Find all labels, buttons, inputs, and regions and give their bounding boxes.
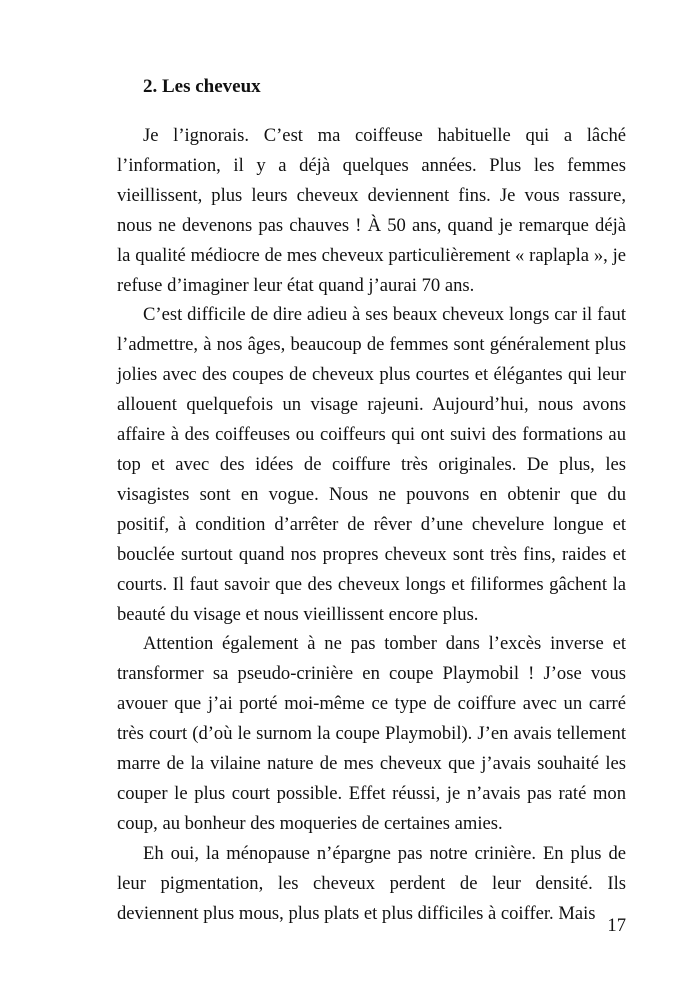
section-heading: 2. Les cheveux [143, 76, 261, 97]
paragraph: Attention également à ne pas tomber dans l’excès inverse et transformer sa pseudo-crinière en coupe Playmobil ! J’ose vous avouer que j’ai porté moi-même ce type de coiffure avec un carré très court (d’où le surnom la coupe Playmobil). J’en avais tellement marre de la vilaine nature de mes cheveux que j’avais souhaité les couper le plus court possible. Effet réussi, je n’avais pas raté mon coup, au bonheur des moqueries de certaines amies. [117, 633, 626, 834]
paragraph: C’est difficile de dire adieu à ses beaux cheveux longs car il faut l’admettre, à nos âges, beaucoup de femmes sont généralement plus jolies avec des coupes de cheveux plus courtes et élégantes qui leur allouent quelquefois un visage rajeuni. Aujourd’hui, nous avons affaire à des coiffeuses ou coiffeurs qui ont suivi des formations au top et avec des idées de coiffure très originales. De plus, les visagistes sont en vogue. Nous ne pouvons en obtenir que du positif, à condition d’arrêter de rêver d’une chevelure longue et bouclée surtout quand nos propres cheveux sont très fins, raides et courts. Il faut savoir que des cheveux longs et filiformes gâchent la beauté du visage et nous vieillissent encore plus. [117, 304, 626, 625]
paragraph: Je l’ignorais. C’est ma coiffeuse habituelle qui a lâché l’information, il y a déjà quelques années. Plus les femmes vieillissent, plus leurs cheveux deviennent fins. Je vous rassure, nous ne devenons pas chauves ! À 50 ans, quand je remarque déjà la qualité médiocre de mes cheveux particulièrement « raplapla », je refuse d’imaginer leur état quand j’aurai 70 ans. [117, 125, 626, 296]
body-text [117, 121, 626, 928]
paragraph: Eh oui, la ménopause n’épargne pas notre crinière. En plus de leur pigmentation, les cheveux perdent de leur densité. Ils deviennent plus mous, plus plats et plus difficiles à coiffer. Mais [117, 842, 626, 924]
page-number: 17 [607, 915, 626, 936]
